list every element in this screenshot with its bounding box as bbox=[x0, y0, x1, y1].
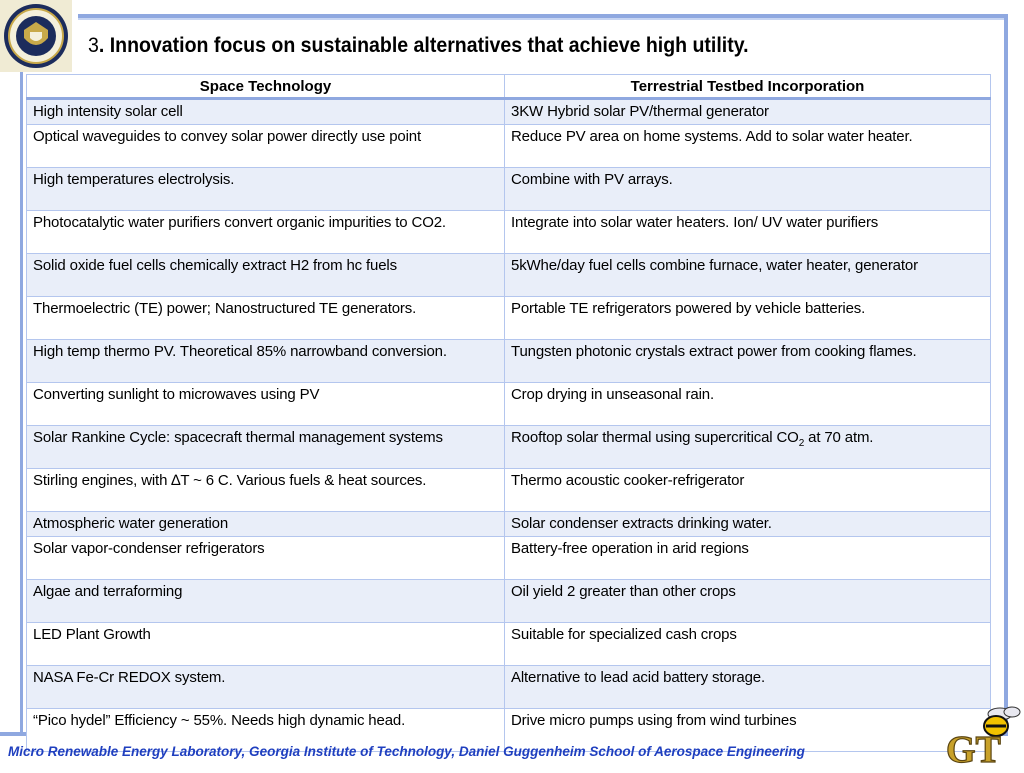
table-row bbox=[27, 168, 991, 211]
terrestrial-cell: 3KW Hybrid solar PV/thermal generator bbox=[505, 99, 991, 125]
terrestrial-cell: Thermo acoustic cooker-refrigerator bbox=[505, 469, 991, 512]
table-row bbox=[27, 211, 991, 254]
table-row bbox=[27, 580, 991, 623]
terrestrial-cell: Integrate into solar water heaters. Ion/ UV water purifiers bbox=[505, 211, 991, 254]
table-row bbox=[27, 666, 991, 709]
subscript-2: 2 bbox=[798, 438, 805, 449]
title-number: 3 bbox=[88, 34, 99, 57]
space-cell: NASA Fe-Cr REDOX system. bbox=[27, 666, 505, 709]
space-cell: Solar Rankine Cycle: spacecraft thermal management systems bbox=[27, 426, 505, 469]
terrestrial-text: Rooftop solar thermal using supercritical CO bbox=[511, 429, 799, 446]
page-title bbox=[88, 34, 749, 58]
space-cell: Converting sunlight to microwaves using PV bbox=[27, 383, 505, 426]
space-cell: High temp thermo PV. Theoretical 85% narrowband conversion. bbox=[27, 340, 505, 383]
terrestrial-cell: Reduce PV area on home systems. Add to solar water heater. bbox=[505, 125, 991, 168]
frame-right-border bbox=[1004, 14, 1008, 736]
terrestrial-cell: Oil yield 2 greater than other crops bbox=[505, 580, 991, 623]
terrestrial-cell: 5kWhe/day fuel cells combine furnace, water heater, generator bbox=[505, 254, 991, 297]
space-cell: Solid oxide fuel cells chemically extract H2 from hc fuels bbox=[27, 254, 505, 297]
frame-top-border-inner bbox=[78, 18, 1006, 20]
terrestrial-cell: Portable TE refrigerators powered by vehicle batteries. bbox=[505, 297, 991, 340]
space-cell: “Pico hydel” Efficiency ~ 55%. Needs high dynamic head. bbox=[27, 709, 505, 752]
space-cell: LED Plant Growth bbox=[27, 623, 505, 666]
terrestrial-cell: Crop drying in unseasonal rain. bbox=[505, 383, 991, 426]
space-cell: Stirling engines, with ∆T ~ 6 C. Various fuels & heat sources. bbox=[27, 469, 505, 512]
terrestrial-cell bbox=[505, 426, 991, 469]
terrestrial-cell: Drive micro pumps using from wind turbines bbox=[505, 709, 991, 752]
table-row bbox=[27, 99, 991, 125]
table-row bbox=[27, 297, 991, 340]
space-cell: Thermoelectric (TE) power; Nanostructured TE generators. bbox=[27, 297, 505, 340]
footer-credit: Micro Renewable Energy Laboratory, Georgia Institute of Technology, Daniel Guggenheim School of Aerospace Engineering bbox=[8, 744, 805, 759]
terrestrial-cell: Combine with PV arrays. bbox=[505, 168, 991, 211]
terrestrial-cell: Tungsten photonic crystals extract power from cooking flames. bbox=[505, 340, 991, 383]
terrestrial-cell: Suitable for specialized cash crops bbox=[505, 623, 991, 666]
table-row bbox=[27, 469, 991, 512]
buzz-gt-logo-icon bbox=[940, 700, 1024, 768]
space-cell: High temperatures electrolysis. bbox=[27, 168, 505, 211]
space-cell: Solar vapor-condenser refrigerators bbox=[27, 537, 505, 580]
table-row bbox=[27, 125, 991, 168]
space-cell: Photocatalytic water purifiers convert organic impurities to CO2. bbox=[27, 211, 505, 254]
terrestrial-cell: Battery-free operation in arid regions bbox=[505, 537, 991, 580]
space-cell: High intensity solar cell bbox=[27, 99, 505, 125]
table-row bbox=[27, 340, 991, 383]
title-text: . Innovation focus on sustainable alternatives that achieve high utility. bbox=[98, 34, 749, 57]
table-header-row bbox=[27, 75, 991, 99]
table-row bbox=[27, 254, 991, 297]
space-cell: Atmospheric water generation bbox=[27, 512, 505, 537]
terrestrial-cell: Solar condenser extracts drinking water. bbox=[505, 512, 991, 537]
table-row bbox=[27, 383, 991, 426]
column-header-space: Space Technology bbox=[27, 75, 505, 99]
terrestrial-cell: Alternative to lead acid battery storage. bbox=[505, 666, 991, 709]
table-row bbox=[27, 623, 991, 666]
table-row bbox=[27, 537, 991, 580]
frame-left-border bbox=[20, 72, 23, 734]
space-cell: Algae and terraforming bbox=[27, 580, 505, 623]
space-cell: Optical waveguides to convey solar power directly use point bbox=[27, 125, 505, 168]
georgia-tech-seal-icon bbox=[0, 0, 72, 72]
technology-table bbox=[26, 74, 991, 752]
terrestrial-text-tail: at 70 atm. bbox=[804, 429, 874, 446]
column-header-terrestrial: Terrestrial Testbed Incorporation bbox=[505, 75, 991, 99]
table-row bbox=[27, 512, 991, 537]
svg-text:GT: GT bbox=[946, 729, 1001, 768]
table-row bbox=[27, 426, 991, 469]
